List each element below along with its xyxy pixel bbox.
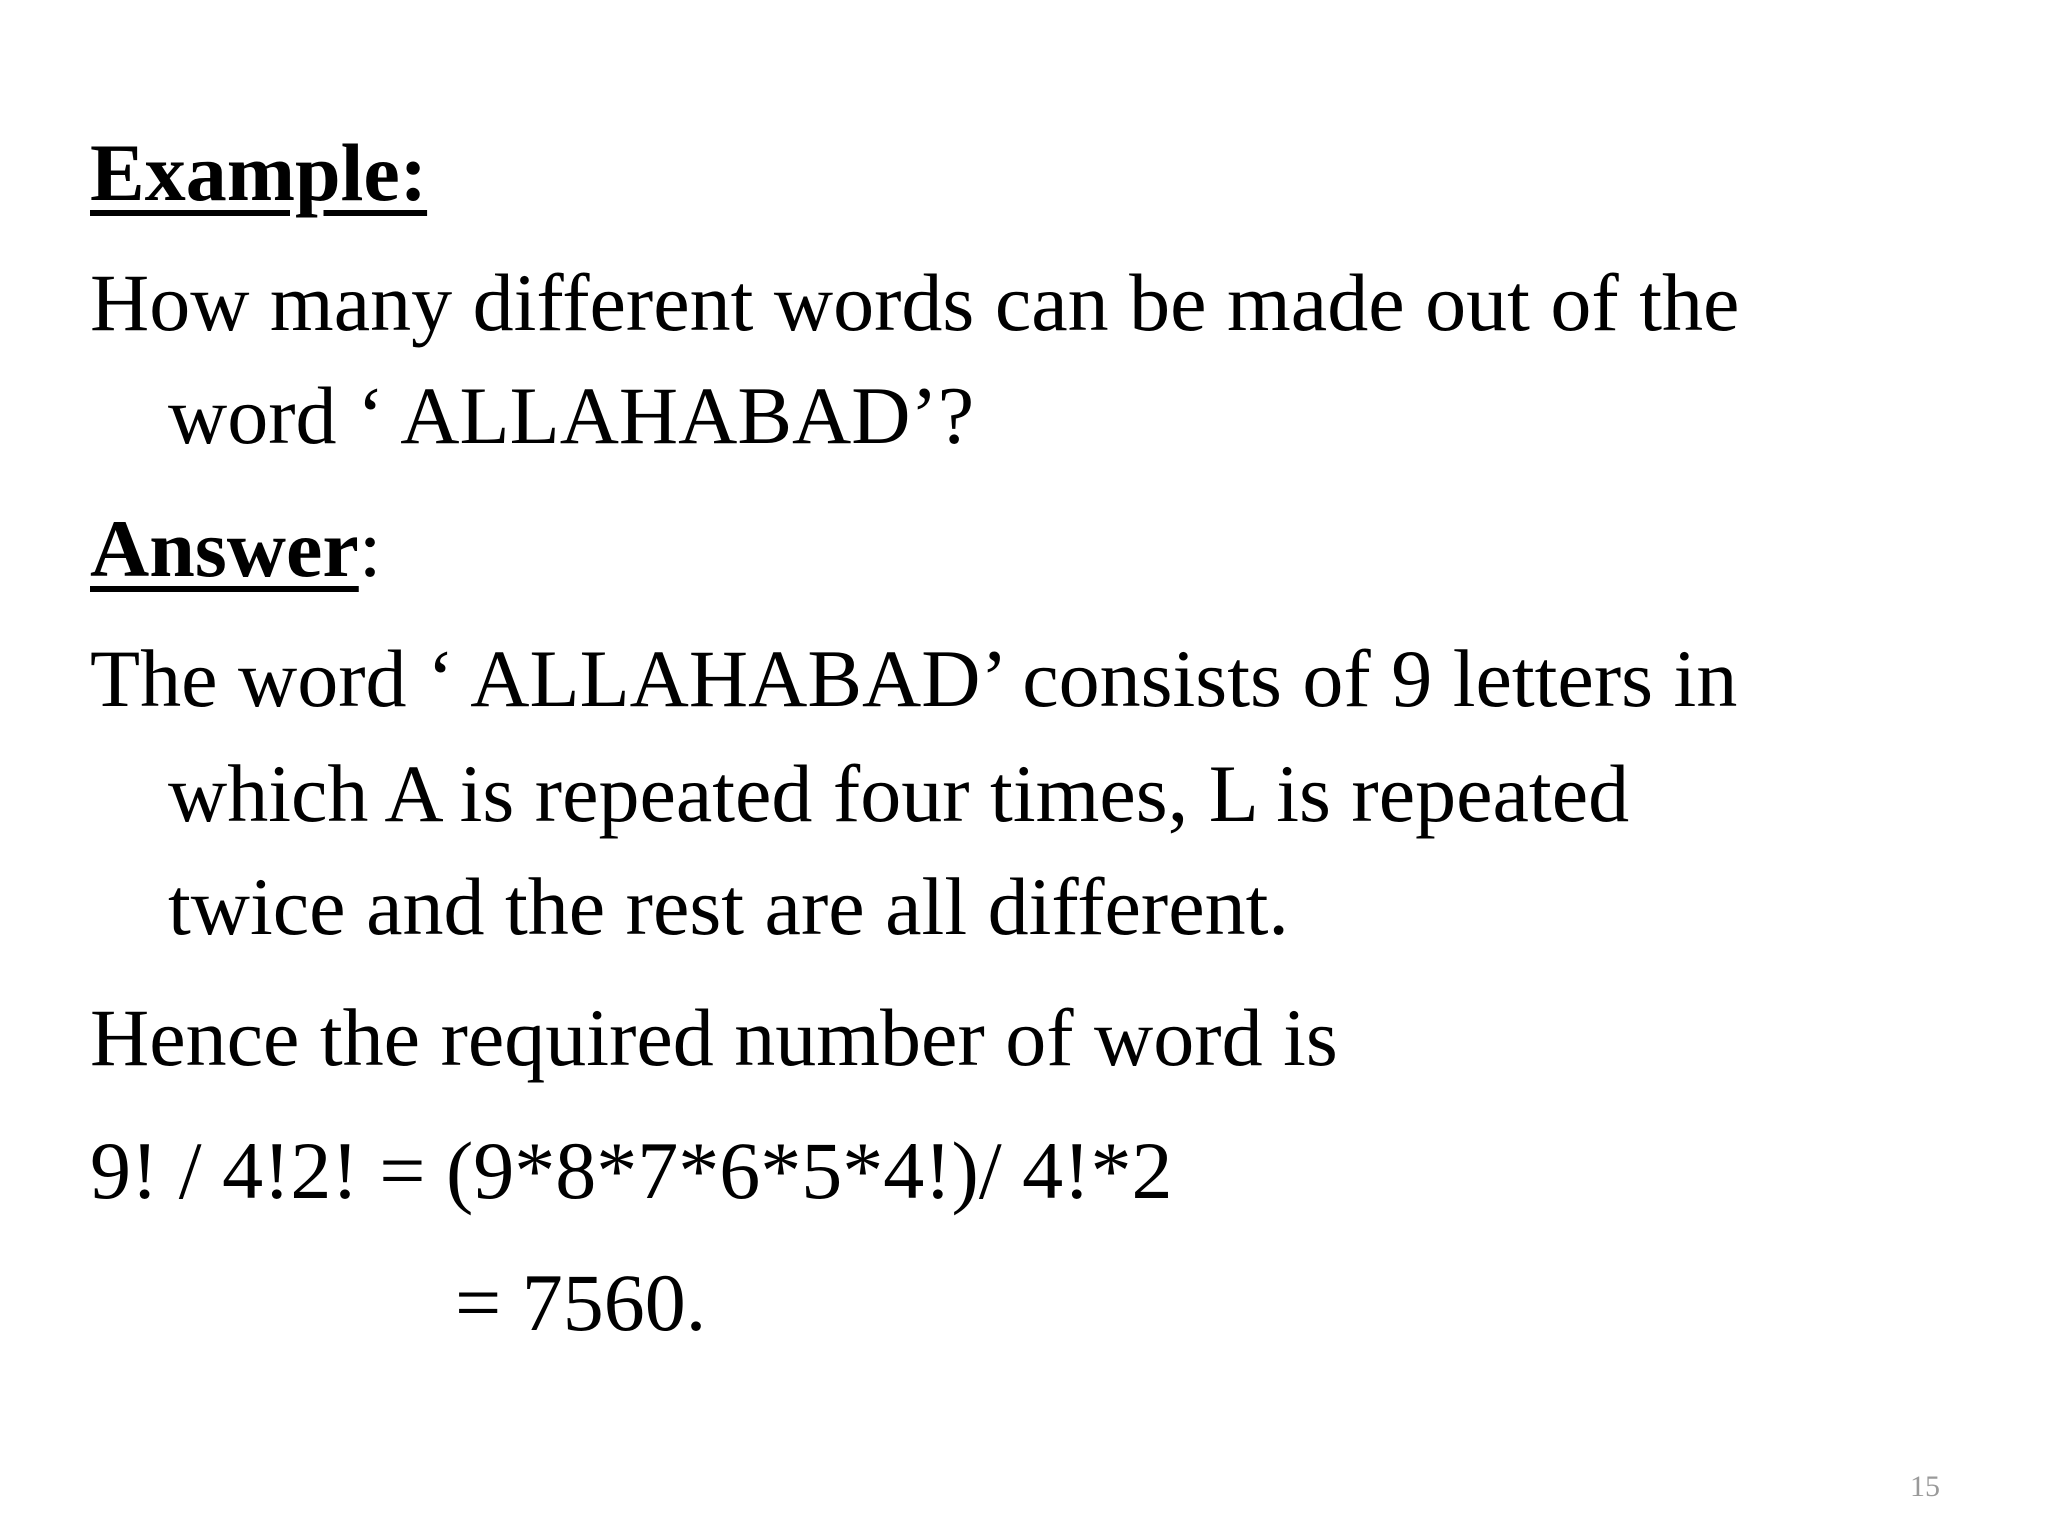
answer-line-3: twice and the rest are all different.	[168, 861, 1289, 952]
answer-line-2: which A is repeated four times, L is repeated	[168, 748, 1630, 839]
formula-line: 9! / 4!2! = (9*8*7*6*5*4!)/ 4!*2	[90, 1125, 1173, 1216]
answer-heading-line	[90, 503, 382, 594]
example-heading: Example:	[90, 127, 428, 218]
answer-line-1: The word ‘ ALLAHABAD’ consists of 9 letters in	[90, 633, 1738, 724]
page-number: 15	[1910, 1470, 1940, 1503]
hence-line: Hence the required number of word is	[90, 992, 1338, 1083]
answer-heading: Answer	[90, 503, 359, 594]
question-line-2: word ‘ ALLAHABAD’?	[168, 370, 975, 461]
question-line-1: How many different words can be made out of the	[90, 257, 1740, 348]
result-line: = 7560.	[455, 1257, 707, 1348]
answer-colon: :	[358, 503, 382, 594]
